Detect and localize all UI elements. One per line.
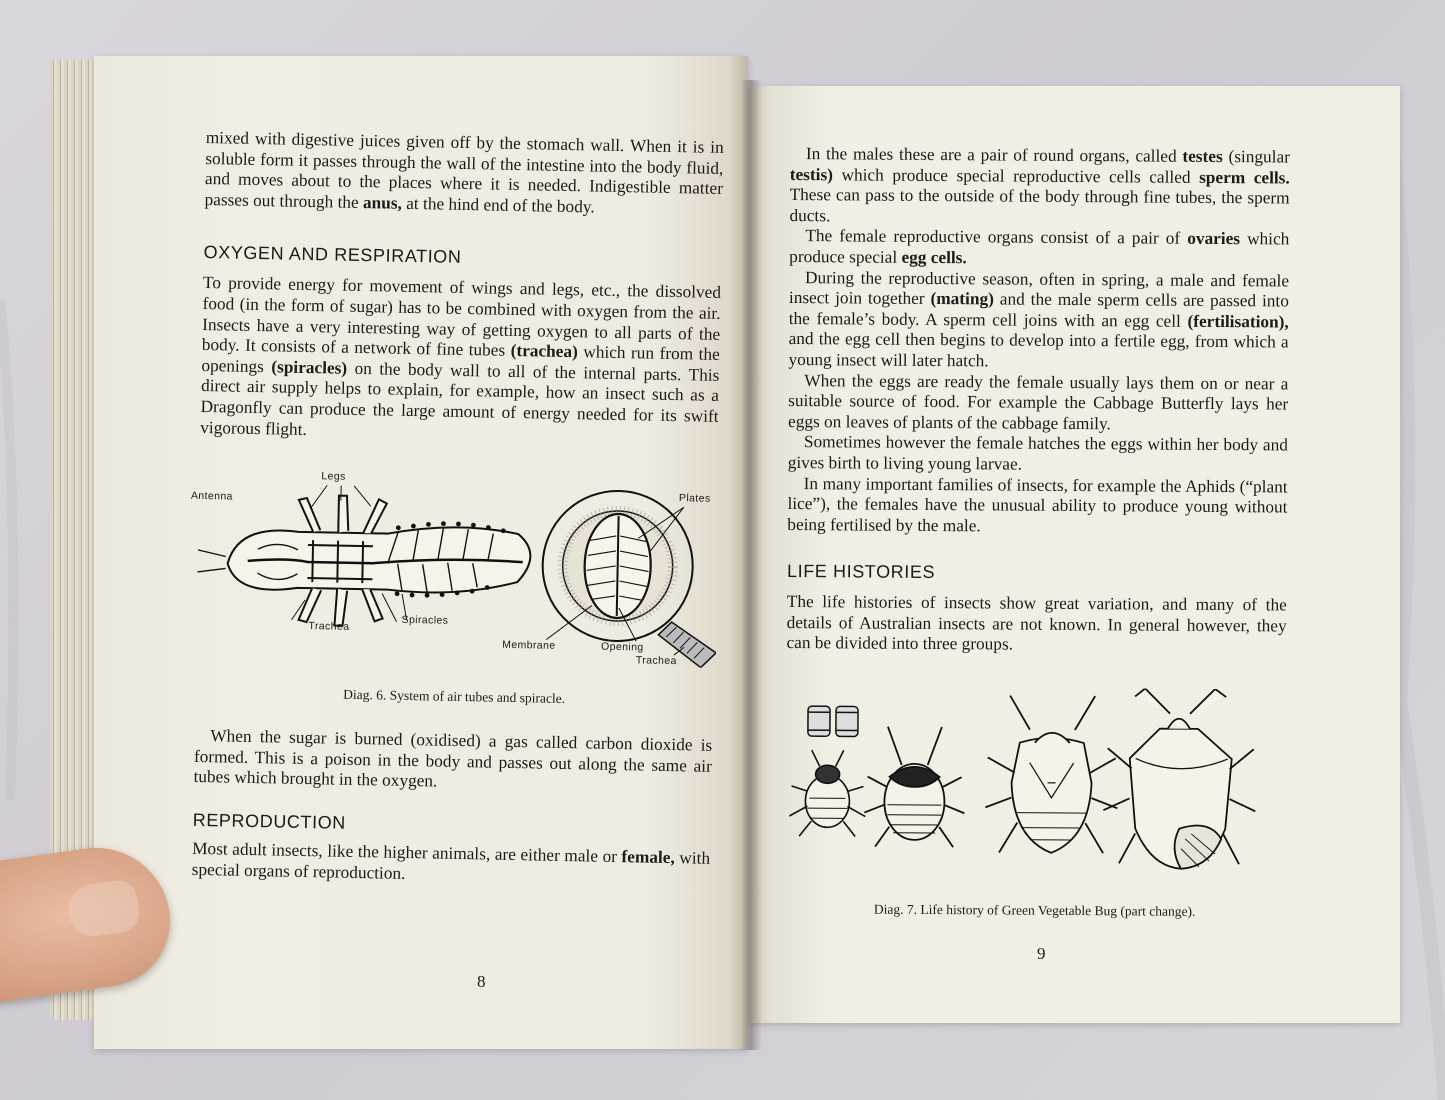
life-histories-heading: LIFE HISTORIES bbox=[786, 561, 936, 583]
right-page-number: 9 bbox=[1037, 944, 1046, 963]
label-trachea-magnified: Trachea bbox=[635, 654, 677, 668]
diagram-7-caption: Diag. 7. Life history of Green Vegetable Bug (part change). bbox=[873, 901, 1196, 919]
diagram-6-caption: Diag. 6. System of air tubes and spiracle. bbox=[343, 686, 566, 707]
egg-stage bbox=[808, 706, 858, 736]
reproduction-heading: REPRODUCTION bbox=[192, 809, 347, 833]
green-vegetable-bug-illustration bbox=[789, 686, 1280, 874]
label-legs: Legs bbox=[321, 470, 346, 483]
digestion-paragraph: mixed with digestive juices given off by the stomach wall. When it is in soluble form it passes through the wall of the intestine into the body fluid, and moves about to the places where it is needed. Indigestible matter passes out through the anus, at the hind end of the body. bbox=[204, 128, 724, 217]
mating-paragraph: During the reproductive season, often in spring, a male and female insect join together (mating) and the male sperm cells are passed into the female’s body. A sperm cell joins with an egg cell (fertilisation), and the egg cell then begins to develop into a fertile egg, from which a young insect will later hatch. bbox=[788, 267, 1290, 371]
diagram-6 bbox=[190, 468, 718, 668]
oxygen-heading: OXYGEN AND RESPIRATION bbox=[203, 242, 462, 268]
live-young-paragraph: Sometimes however the female hatches the eggs within her body and gives birth to living young larvae. bbox=[787, 432, 1288, 474]
label-plates: Plates bbox=[678, 492, 711, 505]
nymph-medium bbox=[864, 727, 965, 848]
label-membrane: Membrane bbox=[502, 638, 556, 652]
adult-bug bbox=[1103, 688, 1256, 869]
left-page-number: 8 bbox=[477, 972, 486, 991]
aphids-paragraph: In many important families of insects, for example the Aphids (“plant lice”), the females have the unusual ability to produce young without being fertilised by the male. bbox=[787, 473, 1288, 536]
males-paragraph: In the males these are a pair of round organs, called testes (singular testis) which produce special reproductive cells called sperm cells. These can pass to the outside of the body through fine tubes, the sperm ducts. bbox=[789, 144, 1290, 226]
left-page-text bbox=[192, 128, 724, 890]
eggs-paragraph: When the eggs are ready the female usually lays them on or near a suitable source of food. For example the Cabbage Butterfly lays her eggs on leaves of plants of the cabbage family. bbox=[787, 370, 1289, 433]
nymph-small bbox=[789, 750, 866, 837]
nymph-large bbox=[985, 695, 1118, 853]
label-trachea: Trachea bbox=[308, 620, 350, 633]
label-opening: Opening bbox=[600, 640, 644, 654]
reproduction-paragraph: Most adult insects, like the higher animals, are either male or female, with special organs of reproduction. bbox=[191, 838, 711, 883]
respiration-paragraph: To provide energy for movement of wings and legs, etc., the dissolved food (in the form of sugar) has to be combined with oxygen from the air. Insects have a very interesting way of getting oxygen to all parts of the body. It consists of a network of fine tubes (trachea) which run from the openings (spiracles) on the body wall to all of the internal parts. This direct air supply helps to explain, for example, how an insect such as a Dragonfly can produce the large amount of energy needed for its swift vigorous flight. bbox=[200, 273, 722, 439]
right-page-text bbox=[785, 144, 1290, 921]
carbon-dioxide-paragraph: When the sugar is burned (oxidised) a gas called carbon dioxide is formed. This is a poison in the body and passes out along the same air tubes which brought in the oxygen. bbox=[193, 726, 713, 791]
book-gutter bbox=[740, 80, 762, 1050]
female-organs-paragraph: The female reproductive organs consist of a pair of ovaries which produce special egg cells. bbox=[789, 226, 1290, 268]
thumbnail-nail bbox=[65, 878, 142, 939]
label-spiracles: Spiracles bbox=[401, 613, 449, 627]
life-histories-paragraph: The life histories of insects show great variation, and many of the details of Australian insects are not known. In general however, they can be divided into three groups. bbox=[786, 592, 1287, 655]
label-antenna: Antenna bbox=[190, 489, 233, 503]
insect-trachea-illustration bbox=[196, 468, 720, 668]
